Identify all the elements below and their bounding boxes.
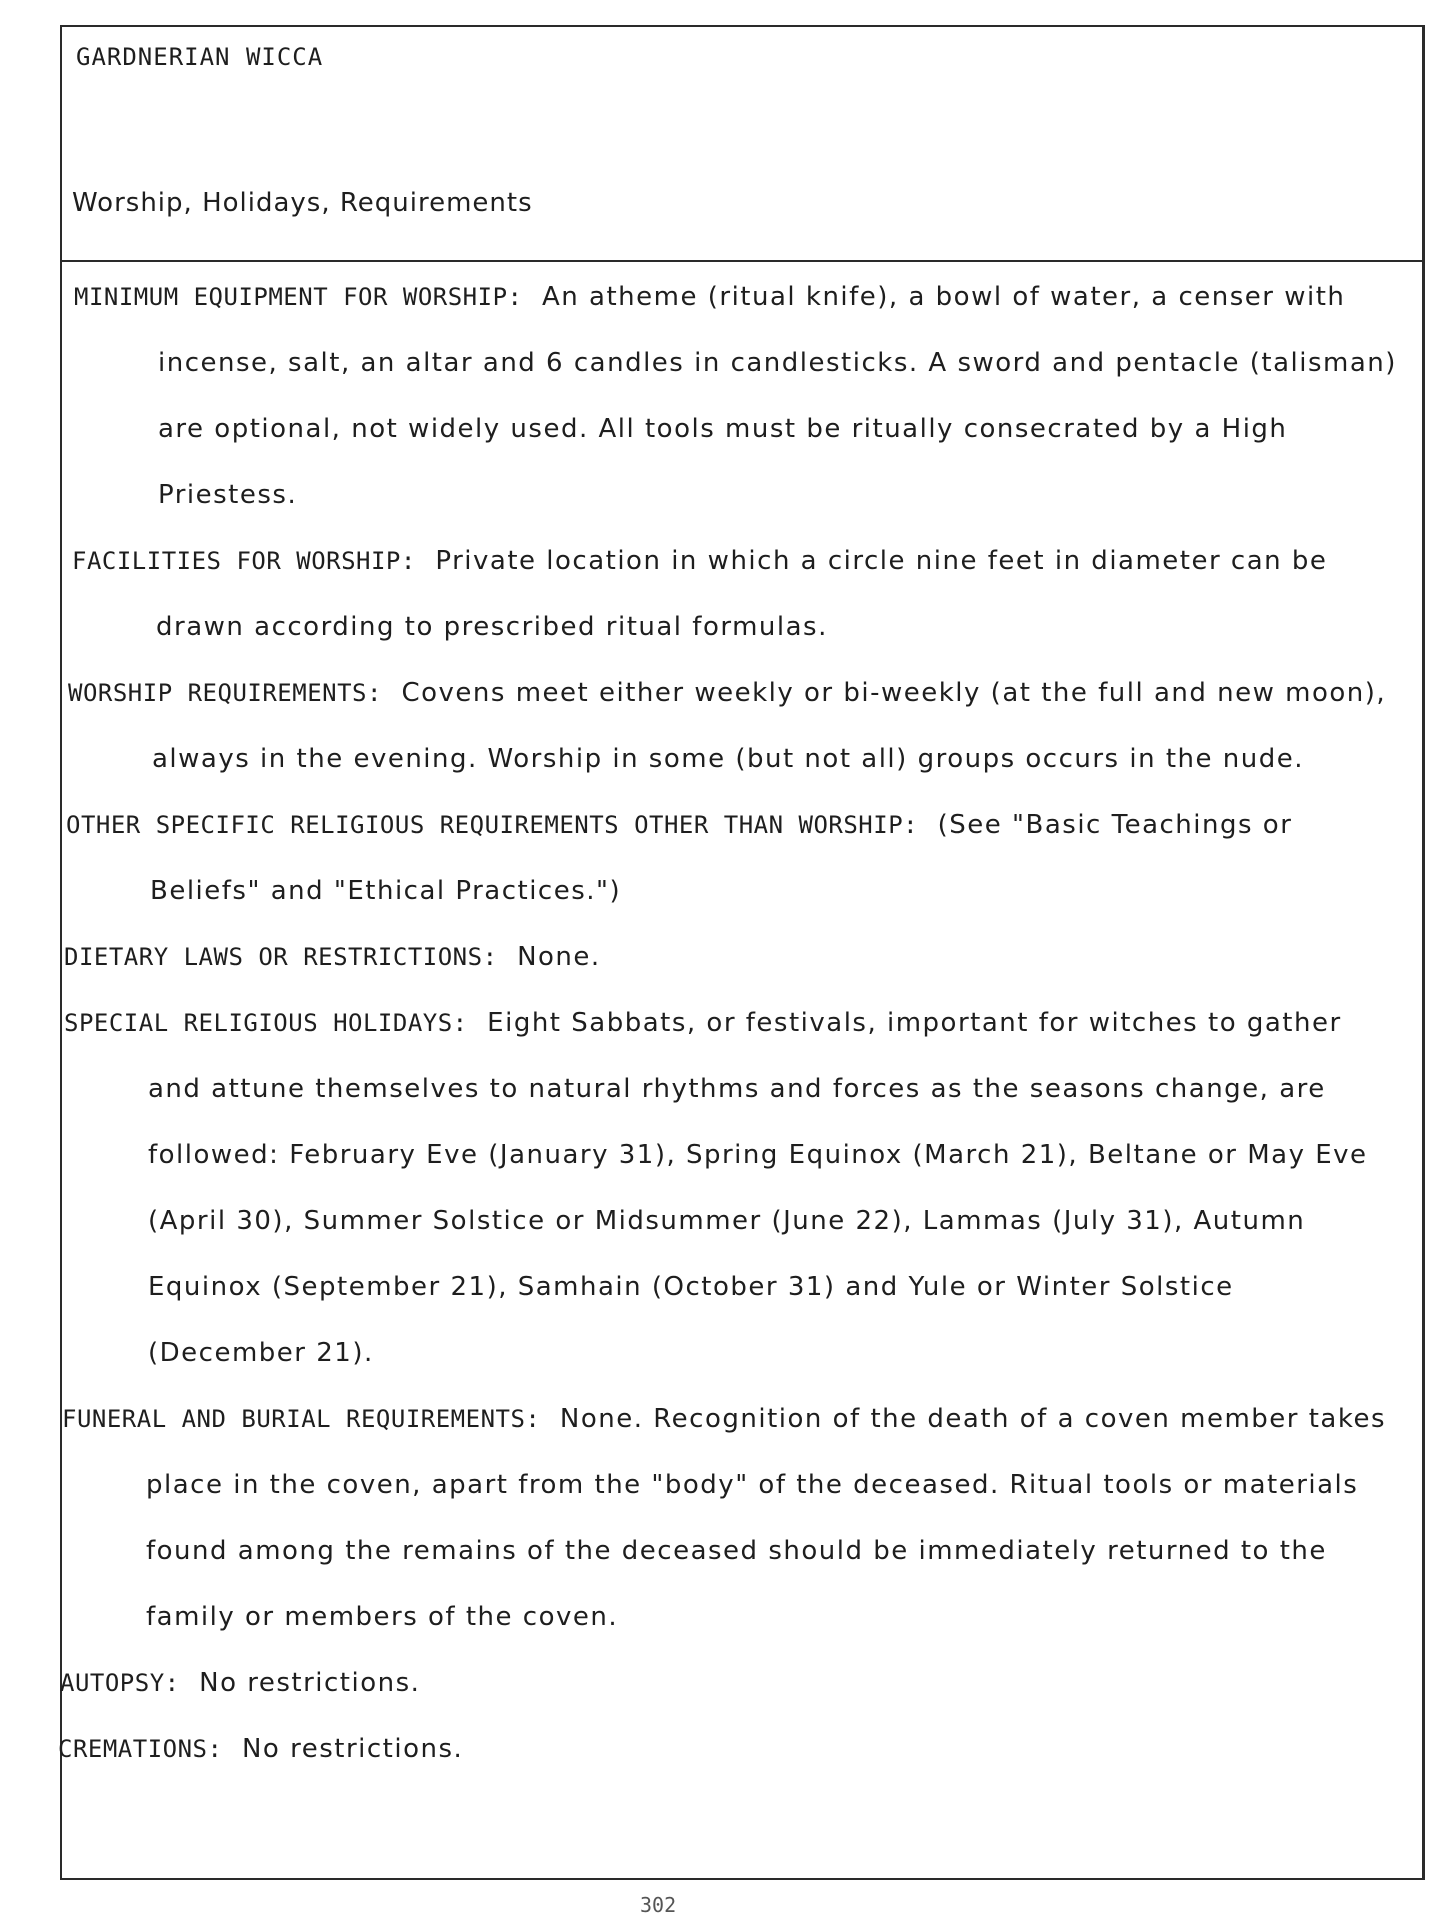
entry-label: DIETARY LAWS OR RESTRICTIONS: [64,943,498,971]
entry-text: No restrictions. [241,1734,464,1764]
entry-label: WORSHIP REQUIREMENTS: [68,679,382,707]
entry-label: FACILITIES FOR WORSHIP: [72,547,416,575]
entry-dietary-laws [64,924,1400,990]
entry-text: None. Recognition of the death of a coven member takes place in the coven, apart from the "body" of the deceased. Ritual tools or materials found among the remains of the deceased should be immediately returned to the family or members of the coven. [146,1404,1387,1632]
document-body [58,264,1422,1782]
entry-text: Eight Sabbats, or festivals, important for witches to gather and attune themselves to natural rhythms and forces as the seasons change, are followed: February Eve (January 31), Spring Equinox (March 21), Beltane or May Eve (April 30), Summer Solstice or Midsummer (June 22), Lammas (July 31), Autumn Equinox (September 21), Samhain (October 31) and Yule or Winter Solstice (December 21). [148,1008,1368,1368]
entry-text: None. [517,942,601,972]
entry-text: (See "Basic Teachings or Beliefs" and "Ethical Practices.") [150,810,1293,906]
entry-label: CREMATIONS: [58,1735,223,1763]
entry-other-requirements [66,792,1400,924]
entry-label: MINIMUM EQUIPMENT FOR WORSHIP: [74,283,523,311]
entry-text: No restrictions. [199,1668,421,1698]
entry-cremations [58,1716,1400,1782]
entry-text: Private location in which a circle nine feet in diameter can be drawn according to prescribed ritual formulas. [156,546,1328,642]
entry-special-holidays [64,990,1400,1386]
entry-worship-requirements [68,660,1400,792]
entry-label: SPECIAL RELIGIOUS HOLIDAYS: [64,1009,468,1037]
entry-facilities [72,528,1400,660]
entry-autopsy [60,1650,1400,1716]
entry-label: AUTOPSY: [60,1669,180,1697]
page-frame [60,25,1425,1880]
entry-label: OTHER SPECIFIC RELIGIOUS REQUIREMENTS OTHER THAN WORSHIP: [66,811,919,839]
entry-label: FUNERAL AND BURIAL REQUIREMENTS: [62,1405,541,1433]
header-box [62,27,1422,262]
document-title: GARDNERIAN WICCA [76,43,324,71]
entry-text: Covens meet either weekly or bi-weekly (at the full and new moon), always in the evening. Worship in some (but not all) groups occurs in the nude. [152,678,1387,774]
document-subtitle: Worship, Holidays, Requirements [72,188,533,218]
entry-funeral-burial [62,1386,1400,1650]
page-number: 302 [640,1893,677,1917]
entry-minimum-equipment [74,264,1400,528]
entry-text: An atheme (ritual knife), a bowl of water, a censer with incense, salt, an altar and 6 candles in candlesticks. A sword and pentacle (talisman) are optional, not widely used. All tools must be ritually consecrated by a High Priestess. [158,282,1397,510]
